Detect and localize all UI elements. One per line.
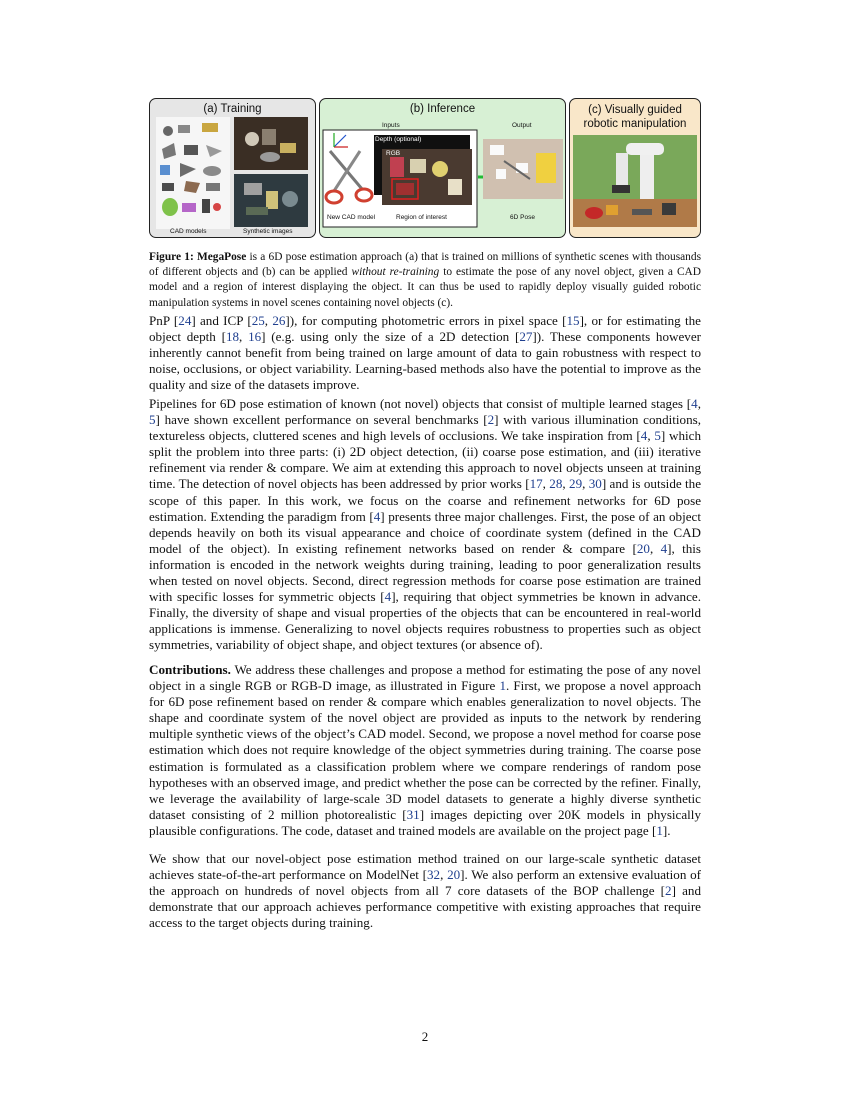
6d-pose-label: 6D Pose — [510, 214, 535, 221]
citation-link[interactable]: 20 — [636, 540, 650, 556]
panel-inference — [319, 98, 566, 238]
citation-link[interactable]: 5 — [654, 428, 661, 444]
text: ] (e.g. using only the size of a 2D detection [ — [261, 329, 520, 345]
caption-label: Figure 1: — [149, 251, 194, 263]
panel-robotic-title-line1: (c) Visually guided — [588, 104, 682, 116]
figure-caption — [149, 250, 701, 311]
paragraph-2 — [149, 396, 701, 654]
text: ]. We also perform an extensive evaluation of the approach on hundreds of novel objects from all 7 core datasets of the BOP challenge [ — [149, 867, 701, 899]
training-illustration — [150, 99, 316, 238]
caption-text-part2: to estimate the pose of any novel object, given a CAD model and a region of interest displaying the object. It can thus be used to rapidly deploy visually guided robotic manipulation systems in novel scenes containing novel objects (c). — [149, 266, 701, 309]
robot-arm — [640, 149, 654, 199]
text: , — [647, 428, 655, 444]
citation-link[interactable]: 17 — [529, 476, 543, 492]
cad-model-shape — [202, 123, 218, 132]
text: ]). These components however inherently cannot benefit from being trained on large amount of data to gain robustness with respect to noise, occlusions, or object variability. Learning-based methods also have the potential to improve as the quality and size of the datasets improve. — [149, 329, 702, 393]
citation-link[interactable]: 20 — [447, 867, 461, 883]
citation-link[interactable]: 27 — [519, 329, 533, 345]
citation-link[interactable]: 2 — [487, 412, 495, 428]
paragraph-4 — [149, 851, 701, 931]
citation-link[interactable]: 29 — [569, 476, 583, 492]
text: , — [649, 540, 661, 556]
text: ] which split the problem into three parts: (i) 2D object detection, (ii) coarse pose estimation, and (iii) iterative refinement via render & compare. We aim at extending this approach to novel objects unseen at training time. The detection of novel objects has been addressed by prior works [ — [149, 428, 701, 492]
figure-1 — [149, 98, 701, 240]
cad-model-shape — [202, 199, 210, 213]
cad-model-shape — [178, 125, 190, 133]
text: ] and ICP [ — [191, 313, 252, 328]
page-number: 2 — [421, 1029, 429, 1044]
text: ] images depicting over 20K models in physically plausible configurations. The code, dataset and trained models are available on the project page [ — [149, 806, 701, 838]
citation-link[interactable]: 4 — [373, 508, 381, 524]
cad-model-shape — [184, 145, 198, 155]
text: ]), for computing photometric errors in pixel space [ — [285, 313, 567, 328]
text: ], requiring that object symmetries be known in advance. Finally, the diversity of shape and visual properties of the objects that can be encountered in real-world applications is immense. Generalizing to novel objects requires robustness to properties such as object symmetries, variability of object shape, and object textures (or absence of). — [149, 589, 701, 653]
text: ] and is outside the scope of this paper. In this work, we focus on the coarse and refinement networks for 6D pose estimation. Extending the paradigm from [ — [149, 476, 702, 524]
text: ] and demonstrate that our approach achieves performance competitive with existing approaches that require access to the target objects during training. — [149, 883, 701, 931]
citation-link[interactable]: 28 — [549, 476, 563, 492]
paragraph-3 — [149, 662, 701, 839]
robot-photo — [570, 99, 701, 238]
citation-link[interactable]: 24 — [178, 313, 192, 328]
cad-model-shape — [206, 183, 220, 191]
caption-italic-text: without re-training — [351, 266, 440, 279]
cad-models-label: CAD models — [170, 228, 207, 235]
citation-link[interactable]: 32 — [427, 867, 441, 883]
text: PnP [ — [149, 313, 179, 328]
citation-link[interactable]: 4 — [691, 396, 698, 411]
citation-link[interactable]: 16 — [248, 329, 262, 345]
panel-training — [149, 98, 316, 238]
citation-link[interactable]: 31 — [406, 806, 420, 822]
citation-link[interactable]: 15 — [566, 313, 580, 328]
citation-link[interactable]: 26 — [272, 313, 286, 328]
new-cad-model-label: New CAD model — [327, 214, 376, 221]
citation-link[interactable]: 18 — [225, 329, 240, 345]
text: ] presents three major challenges. First, the pose of an object depends heavily on both its visual appearance and choice of coordinate system (defined in the CAD model of the object). In existing refinement networks based on render & compare [ — [149, 508, 701, 556]
text: ]. — [662, 822, 671, 838]
cad-model-shape — [203, 166, 221, 176]
text: ], this information is encoded in the network weights during training, leading to poor generalization results when tested on novel objects. Second, direct regression methods for coarse pose estimation are trained with specific losses for symmetric objects [ — [149, 540, 702, 605]
synthetic-images-label: Synthetic images — [243, 228, 293, 235]
cad-model-shape — [163, 126, 173, 136]
text: ], or for estimating the object depth [ — [149, 313, 701, 345]
citation-link[interactable]: 30 — [588, 476, 602, 492]
depth-label: Depth (optional) — [375, 136, 422, 143]
citation-link[interactable]: 4 — [660, 540, 668, 556]
text: ] have shown excellent performance on several benchmarks [ — [155, 412, 488, 428]
citation-link[interactable]: 2 — [665, 883, 672, 899]
text: , — [562, 476, 570, 492]
contributions-heading: Contributions. — [149, 662, 231, 677]
paragraph-1 — [149, 313, 701, 393]
panel-robotic-title-line2: robotic manipulation — [583, 118, 687, 130]
panel-inference-title: (b) Inference — [409, 103, 476, 115]
caption-text-part1: is a 6D pose estimation approach (a) that is trained on millions of synthetic scenes with thousands of different objects and (b) can be applied — [149, 251, 702, 279]
citation-link[interactable]: 5 — [149, 412, 156, 428]
citation-link[interactable]: 1 — [656, 822, 663, 838]
citation-link[interactable]: 25 — [251, 313, 265, 328]
text: ] with various illumination conditions, textureless objects, cluttered scenes and high levels of occlusions. We take inspiration from [ — [149, 412, 701, 444]
text: We show that our novel-object pose estimation method trained on our large-scale synthetic dataset achieves state-of-the-art performance on ModelNet [ — [149, 851, 701, 883]
cad-model-shape — [160, 165, 170, 175]
text: . First, we propose a novel approach for 6D pose refinement based on render & compare which enables generalization to novel objects. The shape and coordinate system of the novel object are provided as inputs to the network by rendering multiple synthetic views of the object’s CAD model. Second, we propose a novel method for coarse pose estimation which does not require knowledge of the object symmetries during training. The coarse pose estimation is formulated as a classification problem where we compare renderings of random pose hypotheses with an observed image, and predict whether the pose can be corrected by the refiner. Finally, we leverage the availability of large-scale 3D model datasets to generate a highly diverse synthetic dataset consisting of 2 million photorealistic [ — [149, 678, 701, 822]
inputs-label: Inputs — [382, 122, 400, 129]
text: We address these challenges and propose a method for estimating the pose of any novel object in a single RGB or RGB-D image, as illustrated in Figure — [149, 662, 701, 694]
text: , — [440, 867, 448, 883]
region-of-interest-label: Region of interest — [396, 214, 447, 221]
caption-method-name: MegaPose — [196, 251, 247, 263]
text: , — [239, 329, 249, 345]
panel-robotic-manipulation — [569, 98, 701, 238]
cad-model-shape — [213, 203, 221, 211]
citation-link[interactable]: 4 — [384, 589, 392, 605]
rgb-label: RGB — [386, 150, 401, 157]
output-label: Output — [512, 122, 532, 129]
text: Pipelines for 6D pose estimation of known (not novel) objects that consist of multiple learned stages [ — [149, 396, 692, 411]
cad-model-shape — [162, 198, 178, 216]
panel-training-title: (a) Training — [203, 103, 262, 115]
text: , — [542, 476, 550, 492]
text: , — [582, 476, 589, 492]
figure-link[interactable]: 1 — [499, 678, 506, 694]
text: , — [697, 396, 701, 411]
cad-model-shape — [182, 203, 196, 212]
text: , — [264, 313, 273, 328]
cad-model-shape — [162, 183, 174, 191]
citation-link[interactable]: 4 — [640, 428, 648, 444]
